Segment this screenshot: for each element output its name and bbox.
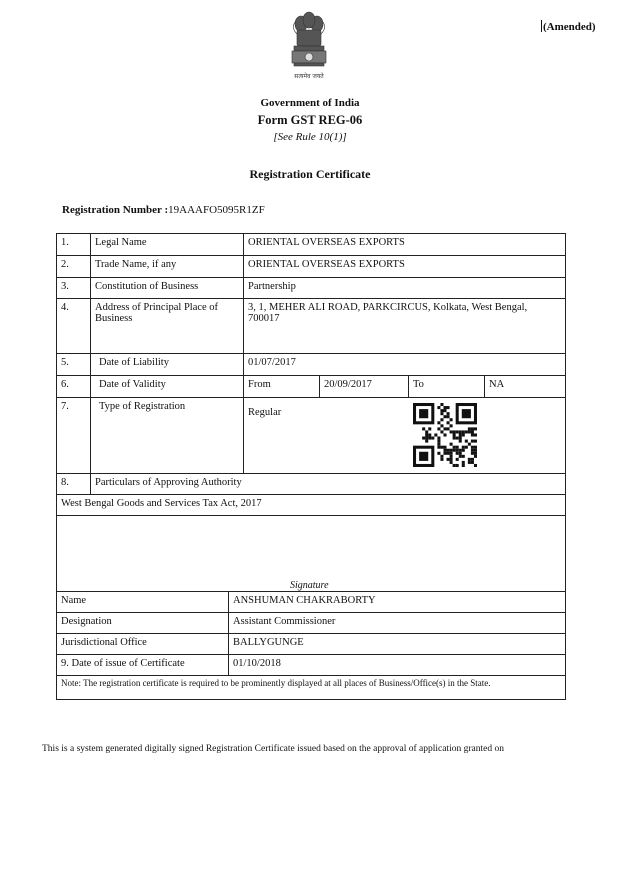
registration-type-value: Regular [248, 407, 282, 418]
table-row: 2. Trade Name, if any ORIENTAL OVERSEAS EXPORTS [57, 256, 566, 278]
table-row: 1. Legal Name ORIENTAL OVERSEAS EXPORTS [57, 234, 566, 256]
footer-text: This is a system generated digitally signed Registration Certificate issued based on the approval of application granted on [42, 744, 504, 754]
emblem-motto: सत्यमेव जयते [294, 73, 324, 80]
display-note: Note: The registration certificate is required to be prominently displayed at all places of Business/Office(s) in the State. [57, 676, 566, 700]
table-row: Jurisdictional Office BALLYGUNGE [57, 634, 566, 655]
trade-name-value: ORIENTAL OVERSEAS EXPORTS [244, 256, 566, 278]
table-row: Name ANSHUMAN CHAKRABORTY [57, 592, 566, 613]
certificate-title: Registration Certificate [249, 167, 371, 181]
national-emblem-icon [286, 10, 332, 82]
signatory-name: ANSHUMAN CHAKRABORTY [229, 592, 566, 613]
registration-details-table [56, 233, 566, 591]
amended-label: (Amended) [543, 21, 596, 33]
table-row: 8. Particulars of Approving Authority [57, 474, 566, 495]
signatory-designation: Assistant Commissioner [229, 613, 566, 634]
table-row [57, 676, 566, 700]
legal-name-value: ORIENTAL OVERSEAS EXPORTS [244, 234, 566, 256]
form-title: Form GST REG-06 [257, 113, 363, 127]
signatory-table [56, 591, 566, 700]
liability-date-value: 01/07/2017 [244, 354, 566, 376]
table-row [57, 495, 566, 516]
rule-reference: [See Rule 10(1)] [273, 131, 347, 143]
issue-date-value: 01/10/2018 [229, 655, 566, 676]
qr-code-icon [413, 403, 477, 467]
jurisdictional-office-value: BALLYGUNGE [229, 634, 566, 655]
table-row: 6. Date of Validity From 20/09/2017 To NA [57, 376, 566, 398]
table-row: 7. Type of Registration Regular [57, 398, 566, 474]
address-value: 3, 1, MEHER ALI ROAD, PARKCIRCUS, Kolkata, West Bengal, 700017 [244, 299, 566, 354]
table-row: Designation Assistant Commissioner [57, 613, 566, 634]
table-row: 5. Date of Liability 01/07/2017 [57, 354, 566, 376]
table-row: 3. Constitution of Business Partnership [57, 278, 566, 299]
validity-to-value: NA [485, 376, 566, 398]
table-row: 4. Address of Principal Place of Business 3, 1, MEHER ALI ROAD, PARKCIRCUS, Kolkata, West Bengal, 700017 [57, 299, 566, 354]
constitution-value: Partnership [244, 278, 566, 299]
signature-label: Signature [290, 580, 329, 591]
approving-authority-value: West Bengal Goods and Services Tax Act, 2017 [57, 495, 566, 516]
validity-from-value: 20/09/2017 [320, 376, 409, 398]
government-heading: Government of India [260, 97, 360, 109]
table-row: 9. Date of issue of Certificate 01/10/2018 [57, 655, 566, 676]
registration-number: Registration Number :19AAAFO5095R1ZF [62, 204, 265, 216]
